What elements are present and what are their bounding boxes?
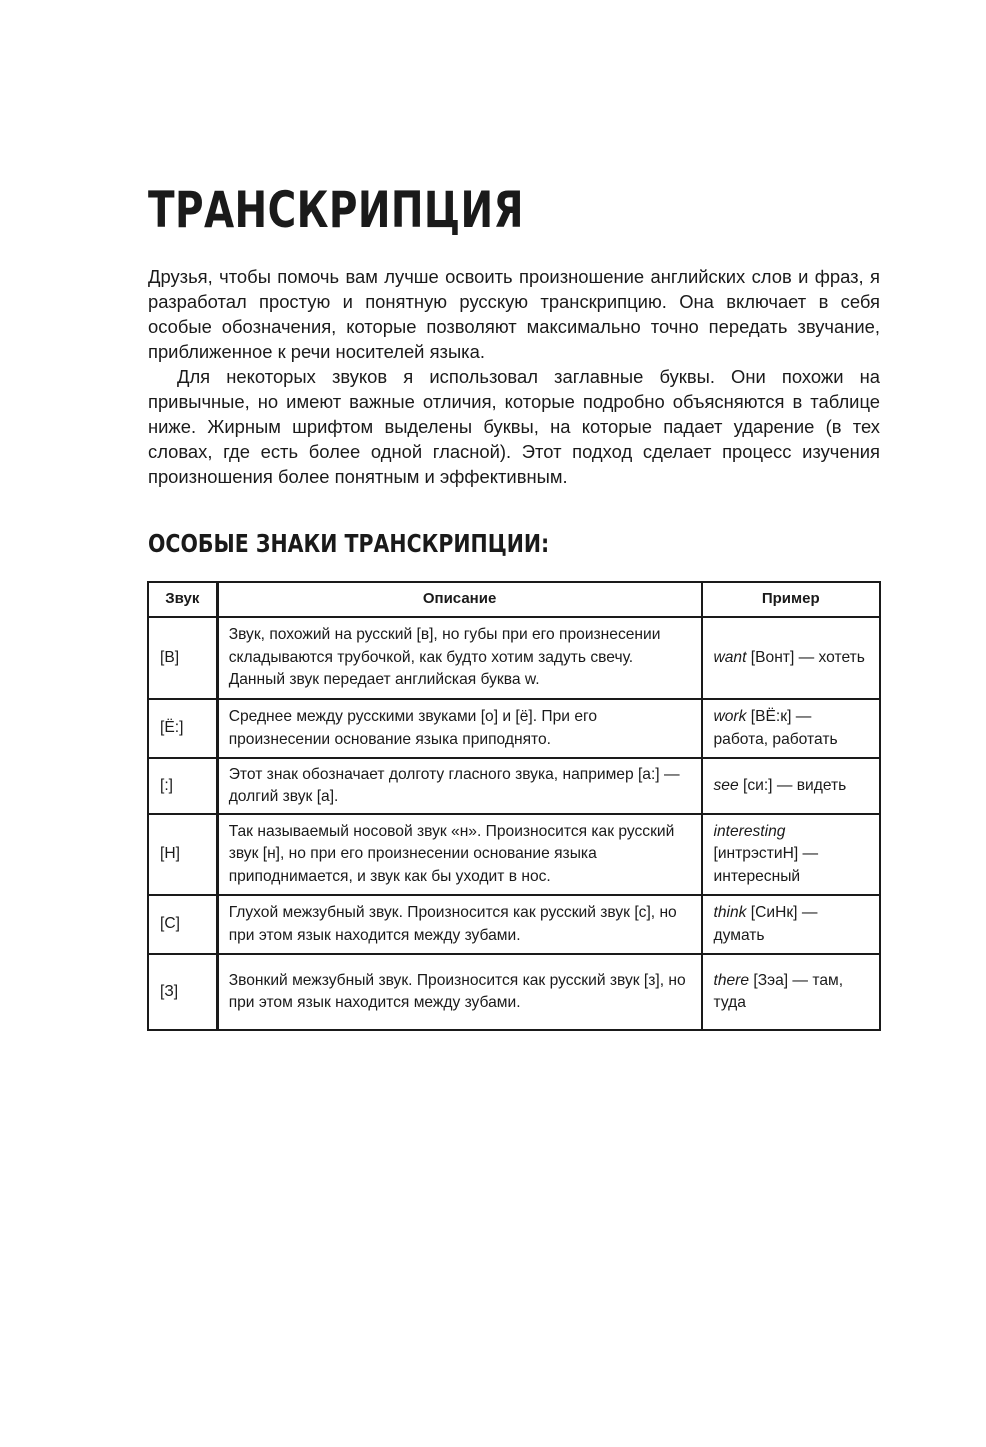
description-cell: Звонкий межзубный звук. Произносится как русский звук [з], но при этом язык находится между зубами. (217, 954, 701, 1030)
page-title: ТРАНСКРИПЦИЯ (148, 181, 524, 239)
example-word: there (713, 971, 750, 989)
table-row (148, 758, 880, 814)
sound-cell: [З] (148, 954, 217, 1030)
transcription-table (147, 581, 881, 1031)
table-row (148, 954, 880, 1030)
description-cell: Так называемый носовой звук «н». Произносится как русский звук [н], но при его произнесении основание языка приподнимается, и звук как бы уходит в нос. (217, 814, 701, 895)
sound-cell: [С] (148, 895, 217, 954)
section-title: ОСОБЫЕ ЗНАКИ ТРАНСКРИПЦИИ: (148, 529, 550, 558)
example-translation: [СиНк] — думать (713, 904, 818, 944)
example-cell (702, 699, 881, 758)
sound-cell: [:] (148, 758, 217, 814)
description-cell: Среднее между русскими звуками [о] и [ё]. При его произнесении основание языка приподнято. (217, 699, 701, 758)
header-example: Пример (702, 582, 881, 617)
example-translation: [Вонт] — хотеть (746, 648, 865, 666)
example-word: want (713, 648, 747, 666)
header-sound: Звук (148, 582, 217, 617)
sound-cell: [Н] (148, 814, 217, 895)
sound-cell: [Ё:] (148, 699, 217, 758)
description-cell: Этот знак обозначает долготу гласного звука, например [а:] — долгий звук [а]. (217, 758, 701, 814)
example-translation: [ВЁ:к] — работа, работать (713, 708, 838, 748)
description-cell: Звук, похожий на русский [в], но губы при его произнесении складываются трубочкой, как будто хотим задуть свечу. Данный звук передает английская буква w. (217, 617, 701, 699)
header-description: Описание (217, 582, 701, 617)
example-cell (702, 895, 881, 954)
example-word: see (713, 776, 739, 794)
example-translation: [си:] — видеть (738, 776, 847, 794)
example-word: think (713, 904, 747, 921)
intro-paragraph-2: Для некоторых звуков я использовал заглавные буквы. Они похожи на привычные, но имеют важные отличия, которые подробно объясняются в таблице ниже. Жирным шрифтом выделены буквы, на которые падает ударение (в тех словах, где есть более одной гласной). Этот подход сделает процесс изучения произношения более понятным и эффективным. (148, 366, 880, 487)
sound-cell: [В] (148, 617, 217, 699)
table-row (148, 617, 880, 699)
example-word: interesting (713, 822, 786, 840)
intro-paragraph-1: Друзья, чтобы помочь вам лучше освоить произношение английских слов и фраз, я разработал простую и понятную русскую транскрипцию. Она включает в себя особые обозначения, которые позволяют максимально точно передать звучание, приближенное к речи носителей языка. (148, 266, 880, 362)
example-cell (702, 758, 881, 814)
intro-text (148, 264, 880, 489)
table-row (148, 699, 880, 758)
table-header-row (148, 582, 880, 617)
table-row (148, 814, 880, 895)
example-cell (702, 954, 881, 1030)
description-cell: Глухой межзубный звук. Произносится как русский звук [с], но при этом язык находится между зубами. (217, 895, 701, 954)
example-translation: [интрэстиН] — интересный (713, 845, 819, 885)
example-cell (702, 617, 881, 699)
example-cell (702, 814, 881, 895)
example-translation: [Зэа] — там, туда (713, 971, 844, 1011)
example-word: work (713, 708, 747, 725)
table-row (148, 895, 880, 954)
